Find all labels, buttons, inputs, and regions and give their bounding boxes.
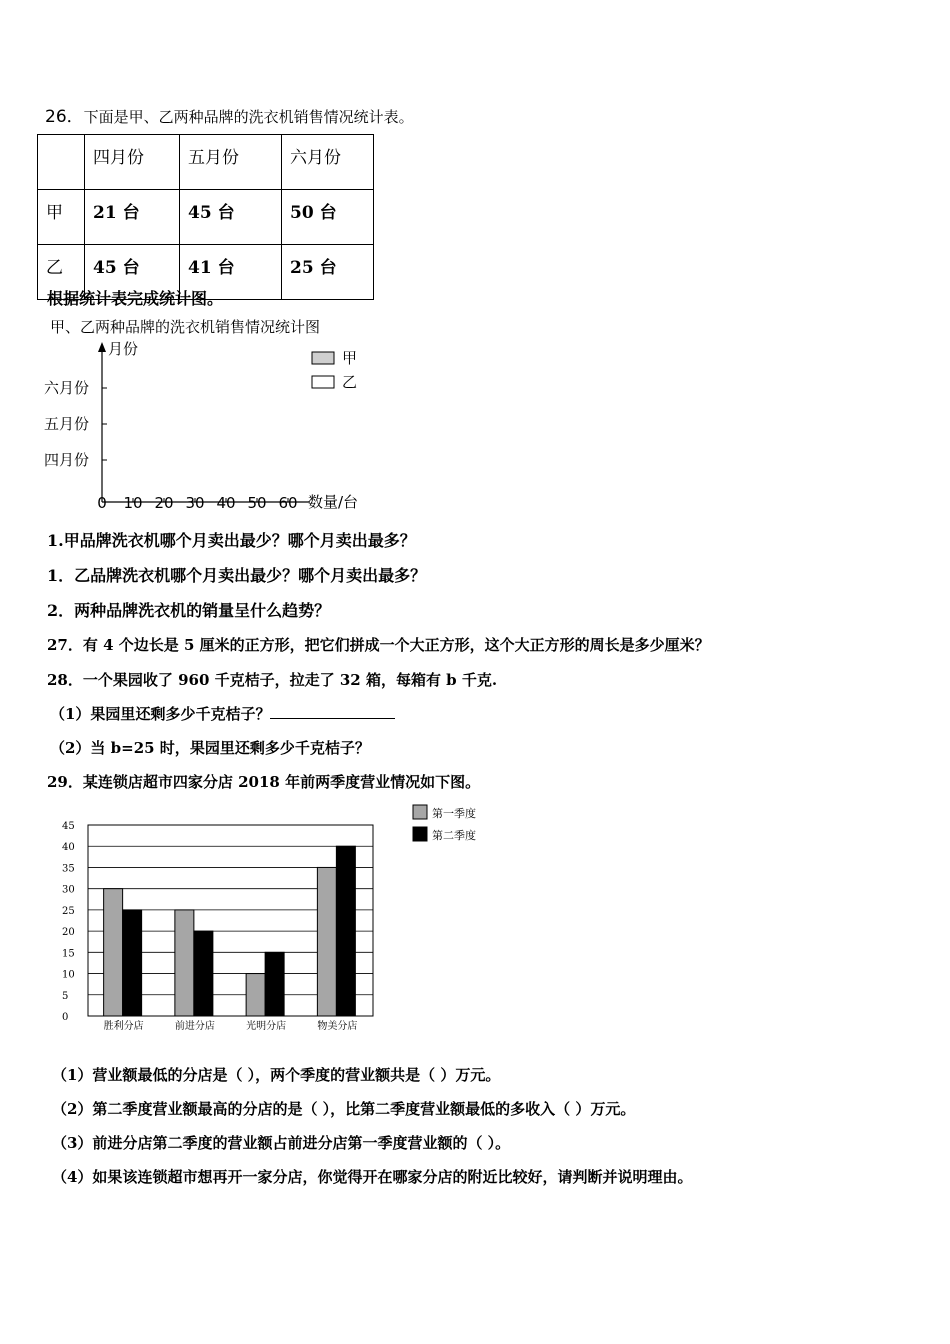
q28-stem: 28．一个果园收了 960 千克桔子，拉走了 32 箱，每箱有 b 千克. — [47, 671, 498, 689]
x-tick-label: 50 — [247, 494, 267, 512]
y-axis-label: 月份 — [108, 340, 139, 358]
bar-q1 — [175, 910, 194, 1016]
y-tick-label: 25 — [62, 905, 75, 917]
q28-part1-text: （1）果园里还剩多少千克桔子？ — [50, 705, 271, 723]
table-cell: 甲 — [38, 190, 85, 245]
table-cell: 25 台 — [282, 245, 374, 300]
table-cell: 45 台 — [180, 190, 282, 245]
x-tick-label: 光明分店 — [246, 1021, 287, 1032]
q29-stem: 29．某连锁店超市四家分店 2018 年前两季度营业情况如下图。 — [47, 773, 481, 791]
y-tick-label: 六月份 — [44, 379, 90, 397]
legend-label-q1: 第一季度 — [432, 807, 476, 820]
table-cell: 45 台 — [85, 245, 180, 300]
table-cell: 四月份 — [85, 135, 180, 190]
q26-subquestion-3: 2．两种品牌洗衣机的销量呈什么趋势？ — [47, 601, 331, 620]
q29-question-2: （2）第二季度营业额最高的分店的是（ ），比第二季度营业额最低的多收入（ ）万元。 — [52, 1100, 636, 1118]
x-tick-label: 20 — [154, 494, 174, 512]
bar-q2 — [194, 931, 213, 1016]
bar-q2 — [123, 910, 142, 1016]
legend-label-q2: 第二季度 — [432, 829, 476, 842]
y-tick-label: 40 — [62, 842, 75, 854]
q27-text: 27．有 4 个边长是 5 厘米的正方形，把它们拼成一个大正方形，这个大正方形的周长是多少厘米？ — [47, 636, 710, 654]
table-cell: 六月份 — [282, 135, 374, 190]
legend-label-yi: 乙 — [342, 373, 358, 391]
table-row — [38, 190, 374, 245]
bar-q1 — [104, 889, 123, 1016]
q26-number: 26． — [45, 107, 84, 127]
x-tick-label: 前进分店 — [174, 1021, 215, 1032]
y-tick-label: 15 — [62, 948, 75, 960]
q28-part2: （2）当 b=25 时，果园里还剩多少千克桔子？ — [50, 739, 370, 757]
table-cell — [38, 135, 85, 190]
legend-swatch-q1 — [413, 805, 427, 819]
legend-swatch-q2 — [413, 827, 427, 841]
bar-q2 — [336, 846, 355, 1016]
x-tick-label: 30 — [185, 494, 205, 512]
table-cell: 五月份 — [180, 135, 282, 190]
q28-part1 — [50, 703, 395, 724]
x-tick-label: 0 — [97, 494, 107, 512]
y-tick-label: 10 — [62, 969, 75, 981]
q26-subquestion-1: 1.甲品牌洗衣机哪个月卖出最少？哪个月卖出最多？ — [47, 531, 416, 550]
q26-chart — [40, 312, 380, 517]
table-cell: 41 台 — [180, 245, 282, 300]
q26-instruction: 根据统计表完成统计图。 — [47, 289, 224, 308]
q29-question-4: （4）如果该连锁超市想再开一家分店，你觉得开在哪家分店的附近比较好，请判断并说明理由。 — [52, 1168, 693, 1186]
bar-q1 — [317, 867, 336, 1016]
x-tick-label: 胜利分店 — [103, 1021, 144, 1032]
x-axis-label: 数量/台 — [308, 493, 359, 511]
table-cell: 21 台 — [85, 190, 180, 245]
q26-heading — [45, 102, 414, 127]
q26-stem: 下面是甲、乙两种品牌的洗衣机销售情况统计表。 — [83, 108, 414, 126]
q29-chart — [40, 800, 490, 1040]
y-axis-arrow — [98, 342, 106, 352]
x-tick-label: 10 — [123, 494, 143, 512]
x-tick-label: 物美分店 — [317, 1021, 358, 1032]
y-tick-label: 四月份 — [44, 451, 90, 469]
y-tick-label: 20 — [62, 927, 75, 939]
bar-q1 — [246, 974, 265, 1016]
q26-subquestion-2: 1．乙品牌洗衣机哪个月卖出最少？哪个月卖出最多？ — [47, 566, 427, 585]
q29-question-1: （1）营业额最低的分店是（ ），两个季度的营业额共是（ ）万元。 — [52, 1066, 501, 1084]
q29-question-3: （3）前进分店第二季度的营业额占前进分店第一季度营业额的（ ）。 — [52, 1134, 511, 1152]
answer-blank[interactable] — [270, 704, 395, 719]
y-tick-label: 35 — [62, 863, 75, 875]
table-cell: 50 台 — [282, 190, 374, 245]
y-tick-label: 45 — [62, 821, 75, 832]
x-tick-label: 40 — [216, 494, 236, 512]
legend-swatch-jia — [312, 352, 334, 364]
table-header-row — [38, 135, 374, 190]
table-cell: 乙 — [38, 245, 85, 300]
x-tick-label: 60 — [278, 494, 298, 512]
sales-table — [37, 134, 374, 300]
chart-title: 甲、乙两种品牌的洗衣机销售情况统计图 — [50, 318, 321, 336]
y-tick-label: 5 — [62, 990, 69, 1002]
y-tick-label: 五月份 — [44, 415, 90, 433]
bar-q2 — [265, 952, 284, 1016]
legend-label-jia: 甲 — [342, 349, 358, 367]
legend-swatch-yi — [312, 376, 334, 388]
y-tick-label: 30 — [62, 884, 75, 896]
y-tick-label: 0 — [62, 1012, 69, 1023]
